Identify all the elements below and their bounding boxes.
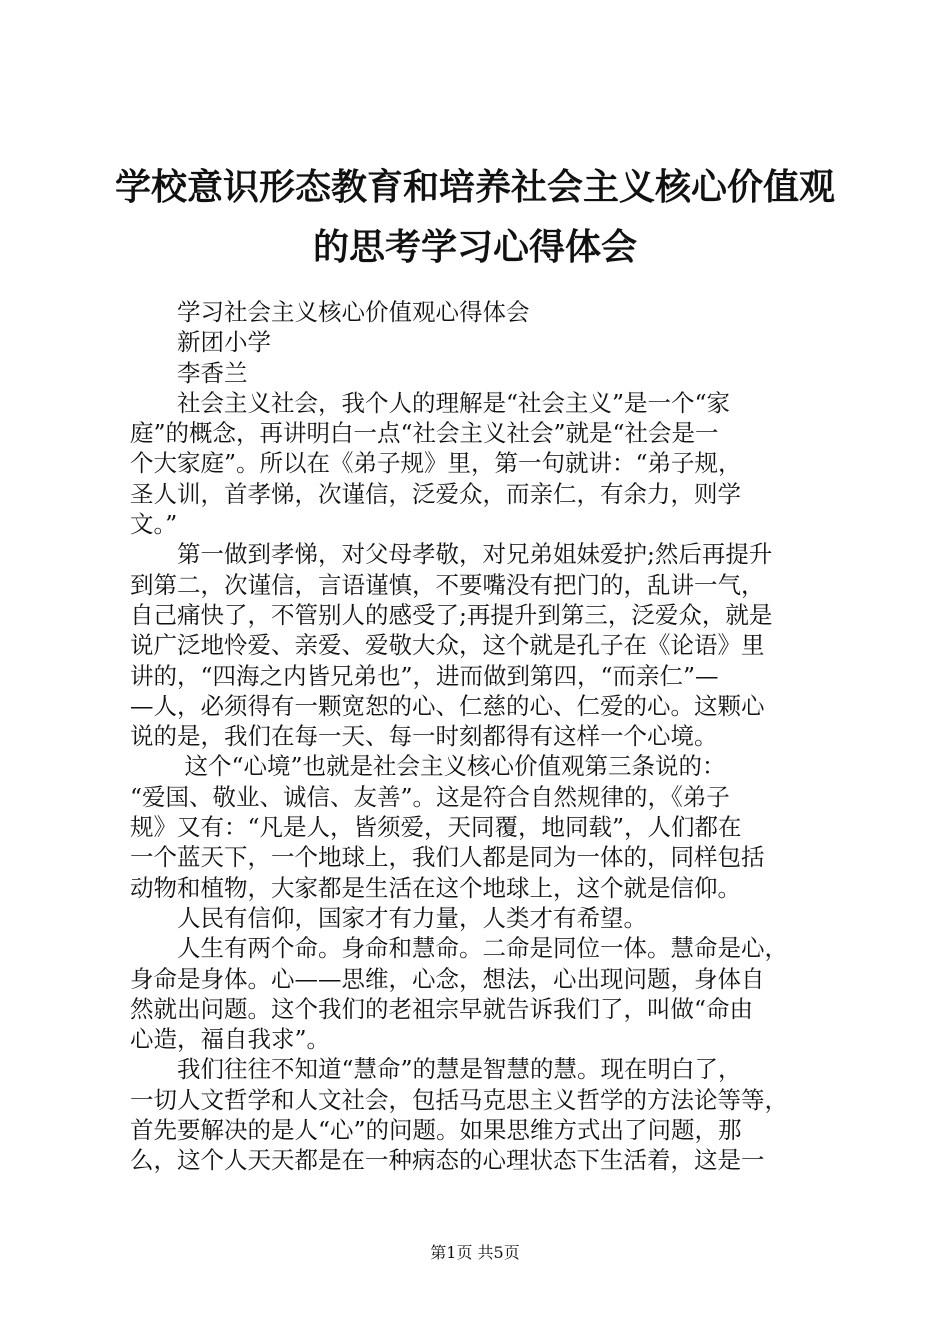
text-line: 说的是，我们在每一天、每一时刻都得有这样一个心境。 — [130, 722, 718, 751]
text-line: 说广泛地怜爱、亲爱、爱敬大众，这个就是孔子在《论语》里 — [130, 631, 765, 660]
text-line: 到第二，次谨信，言语谨慎，不要嘴没有把门的，乱讲一气， — [130, 570, 765, 599]
text-line: 动物和植物，大家都是生活在这个地球上，这个就是信仰。 — [130, 873, 741, 902]
text-line: —人，必须得有一颗宽恕的心、仁慈的心、仁爱的心。这颗心 — [130, 691, 765, 720]
text-line: 社会主义社会，我个人的理解是“社会主义”是一个“家 — [130, 388, 731, 417]
text-line: 这个“心境”也就是社会主义核心价值观第三条说的： — [130, 752, 726, 781]
page-footer: 第1页 共5页 — [430, 1243, 520, 1262]
text-line: 第一做到孝悌，对父母孝敬，对兄弟姐妹爱护;然后再提升 — [130, 540, 773, 569]
text-line: 规》又有：“凡是人，皆须爱，天同覆，地同载”，人们都在 — [130, 813, 742, 842]
text-line: 身命是身体。心——思维，心念，想法，心出现问题，身体自 — [130, 964, 765, 993]
text-line: 讲的，“四海之内皆兄弟也”，进而做到第四，“而亲仁”— — [130, 661, 719, 690]
text-line: 么，这个人天天都是在一种病态的心理状态下生活着，这是一 — [130, 1146, 765, 1175]
text-line: 新团小学 — [130, 328, 271, 357]
text-line: 学习社会主义核心价值观心得体会 — [130, 298, 530, 326]
text-line: 文。” — [130, 510, 178, 539]
text-line: 心造，福自我求”。 — [130, 1025, 331, 1054]
text-line: 个大家庭”。所以在《弟子规》里，第一句就讲：“弟子规， — [130, 449, 742, 478]
text-line: 首先要解决的是人“心”的问题。如果思维方式出了问题，那 — [130, 1116, 742, 1145]
text-line: 一个蓝天下，一个地球上，我们人都是同为一体的，同样包括 — [130, 843, 765, 872]
text-line: 圣人训，首孝悌，次谨信，泛爱众，而亲仁，有余力，则学 — [130, 479, 741, 508]
text-line: 自己痛快了，不管别人的感受了;再提升到第三，泛爱众，就是 — [130, 600, 773, 629]
text-line: 人民有信仰，国家才有力量，人类才有希望。 — [130, 903, 647, 932]
text-line: 庭”的概念，再讲明白一点“社会主义社会”就是“社会是一 — [130, 419, 719, 448]
title-line-1: 学校意识形态教育和培养社会主义核心价值观 — [114, 167, 835, 208]
text-line: “爱国、敬业、诚信、友善”。这是符合自然规律的，《弟子 — [130, 782, 730, 811]
title-line-2: 的思考学习心得体会 — [312, 227, 637, 268]
text-line: 人生有两个命。身命和慧命。二命是同位一体。慧命是心， — [130, 934, 788, 963]
text-line: 一切人文哲学和人文社会，包括马克思主义哲学的方法论等等， — [130, 1085, 788, 1114]
text-line: 我们往往不知道“慧命”的慧是智慧的慧。现在明白了， — [130, 1055, 742, 1084]
document-title — [100, 158, 850, 278]
document-body — [130, 297, 830, 1176]
text-line: 然就出问题。这个我们的老祖宗早就告诉我们了，叫做“命由 — [130, 994, 754, 1023]
text-line: 李香兰 — [130, 358, 248, 387]
